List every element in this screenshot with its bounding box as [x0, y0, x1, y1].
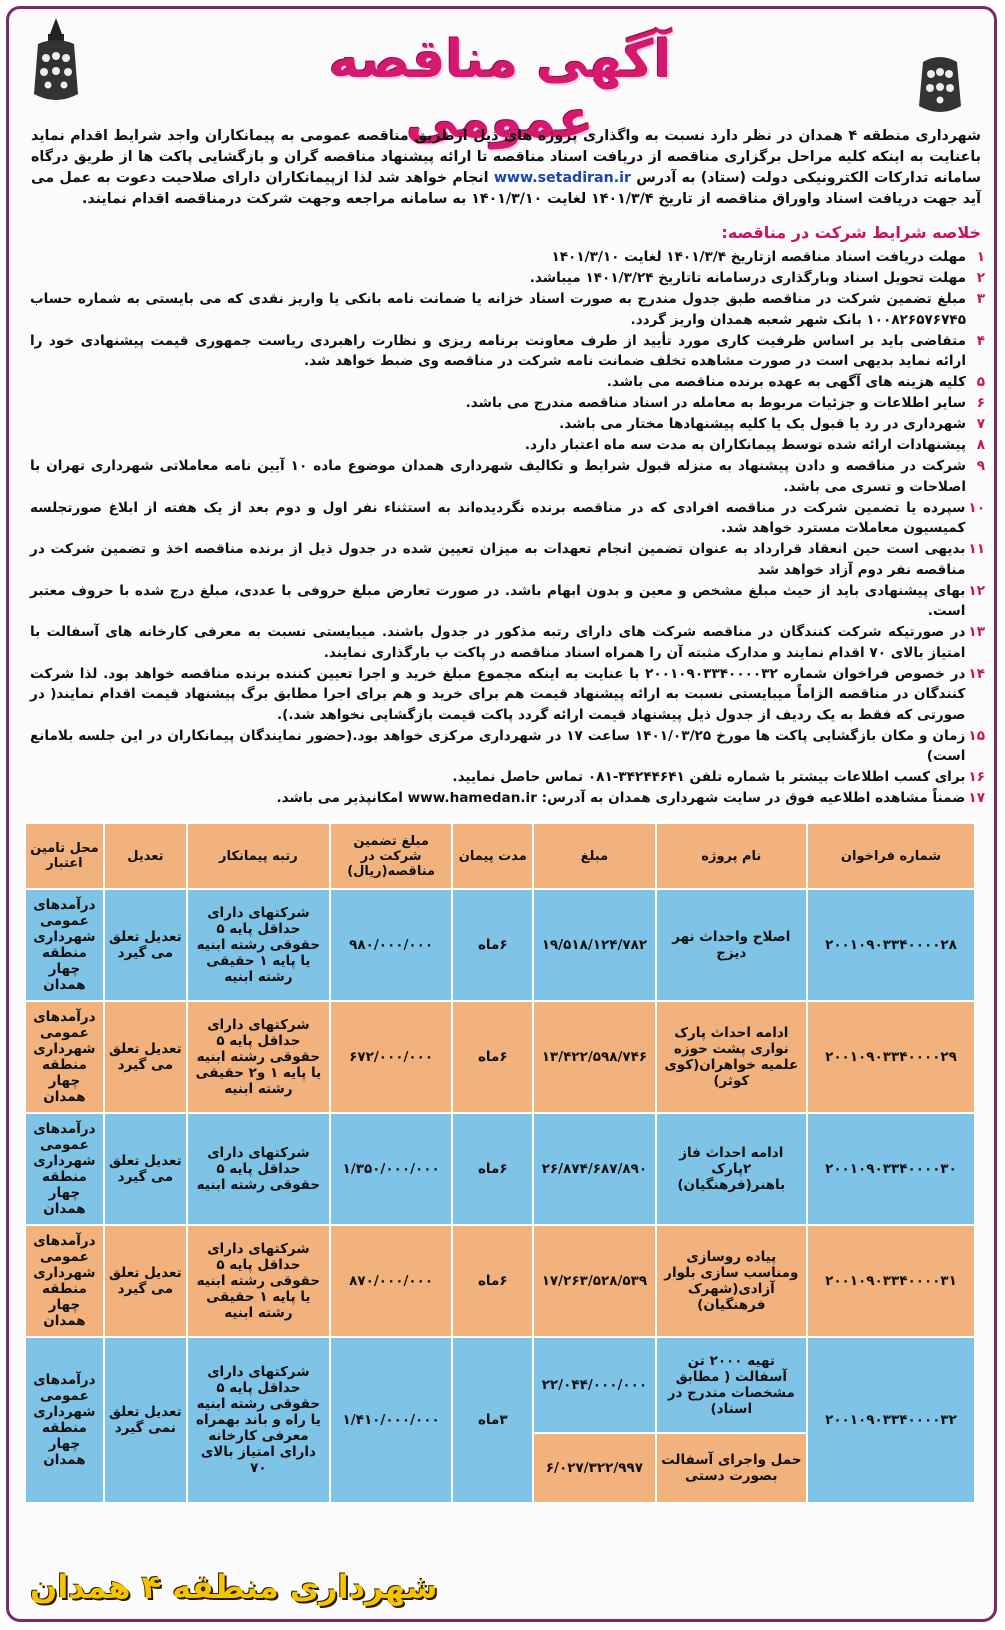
condition-item [30, 767, 985, 788]
conditions-list [30, 247, 985, 809]
setad-url-link[interactable]: www.setadiran.ir [493, 170, 631, 186]
guarantee-cell: ۱/۳۵۰/۰۰۰/۰۰۰ [330, 1113, 452, 1225]
condition-text: کلیه هزینه های آگهی به عهده برنده مناقصه می باشد. [606, 374, 966, 390]
condition-text: مهلت دریافت اسناد مناقصه ازتاریخ ۱۴۰۱/۳/۴ لغایت ۱۴۰۱/۳/۱۰ [551, 249, 966, 265]
condition-number: ۱ [976, 249, 985, 265]
condition-text: در صورتیکه شرکت کنندگان در مناقصه شرکت های دارای رتبه مذکور در جدول باشند. میبایستی نسبت به معرفی کارخانه های آسفالت با امتیاز بالای ۷۰ اقدام نمایند و مدارک مثبته آن را همراه اسناد مناقصه در پاکت ب بارگذاری نمایند. [30, 624, 966, 661]
hamedan-emblem-icon [28, 14, 84, 110]
funding-cell: درآمدهای عمومی شهرداری منطقه چهار همدان [25, 1225, 104, 1337]
condition-item [30, 581, 985, 622]
column-header: مبلغ [533, 823, 655, 889]
column-header: شماره فراخوان [807, 823, 975, 889]
condition-text: ضمناً مشاهده اطلاعیه فوق در سایت شهرداری همدان به آدرس: www.hamedan.ir امکانپذیر می باشد. [276, 790, 966, 806]
column-header: مبلغ تضمین شرکت در مناقصه(ریال) [330, 823, 452, 889]
condition-number: ۱۱ [968, 541, 985, 557]
condition-item [30, 435, 985, 456]
funding-cell: درآمدهای عمومی شهرداری منطقه چهار همدان [25, 1001, 104, 1113]
call-number-cell: ۲۰۰۱۰۹۰۳۳۴۰۰۰۰۲۹ [807, 1001, 975, 1113]
condition-item [30, 393, 985, 414]
guarantee-cell: ۶۷۲/۰۰۰/۰۰۰ [330, 1001, 452, 1113]
funding-cell: درآمدهای عمومی شهرداری منطقه چهار همدان [25, 1337, 104, 1503]
intro-text-1: شهرداری منطقه ۴ همدان در نظر دارد نسبت به واگذاری پروژه های ذیل ازطریق مناقصه عمومی به پیمانکاران واجد شرایط اقدام نماید باعنایت به اینکه کلیه مراحل برگزاری مناقصه از دریافت اسناد مناقصه تا ارائه پیشنهاد مناقصه گران و بازگشایی پاکت ها از طریق درگاه سامانه تدارکات الکترونیکی دولت (ستاد) به آدرس [31, 128, 981, 186]
funding-cell: درآمدهای عمومی شهرداری منطقه چهار همدان [25, 1113, 104, 1225]
project-name-cell: ادامه احداث پارک نواری پشت حوزه علمیه خواهران(کوی کوثر) [656, 1001, 807, 1113]
hamedan-emblem-icon [915, 48, 965, 120]
grade-cell: شرکتهای دارای حداقل پایه ۵ حقوقی رشته ابنیه [187, 1113, 330, 1225]
adjustment-cell: تعدیل تعلق می گیرد [104, 889, 187, 1001]
footer-municipality-name: شهرداری منطقه ۴ همدان [30, 1568, 438, 1606]
condition-number: ۳ [976, 291, 985, 307]
table-row [25, 1225, 975, 1337]
condition-item [30, 498, 985, 539]
amount-cell: ۶/۰۲۷/۳۲۲/۹۹۷ [533, 1433, 655, 1503]
condition-text: بدیهی است حین انعقاد قرارداد به عنوان تضمین انجام تعهدات به میزان تعیین شده در جدول ذیل از برنده مناقصه اخذ و تضمین شرکت در مناقصه نفر دوم آزاد خواهد شد [30, 541, 966, 578]
condition-item [30, 664, 985, 726]
amount-cell: ۱۳/۴۲۲/۵۹۸/۷۴۶ [533, 1001, 655, 1113]
project-name-cell: ادامه احداث فاز ۲پارک باهنر(فرهنگیان) [656, 1113, 807, 1225]
funding-cell: درآمدهای عمومی شهرداری منطقه چهار همدان [25, 889, 104, 1001]
condition-number: ۵ [976, 374, 985, 390]
column-header: مدت پیمان [452, 823, 533, 889]
condition-item [30, 289, 985, 330]
tender-table [24, 822, 976, 1504]
condition-number: ۱۶ [968, 769, 985, 785]
condition-item [30, 414, 985, 435]
table-row [25, 1113, 975, 1225]
column-header: رتبه پیمانکار [187, 823, 330, 889]
table-row [25, 889, 975, 1001]
condition-text: برای کسب اطلاعات بیشتر با شماره تلفن ۳۴۲۴۴۶۴۱-۰۸۱ تماس حاصل نمایید. [452, 769, 966, 785]
condition-number: ۷ [976, 416, 985, 432]
condition-number: ۱۵ [968, 727, 985, 744]
adjustment-cell: تعدیل تعلق نمی گیرد [104, 1337, 187, 1503]
column-header: نام پروژه [656, 823, 807, 889]
intro-paragraph [31, 126, 981, 210]
duration-cell: ۶ماه [452, 1113, 533, 1225]
condition-number: ۲ [976, 270, 985, 286]
table-header-row [25, 823, 975, 889]
condition-item [30, 456, 985, 497]
table-row [25, 1337, 975, 1433]
amount-cell: ۲۶/۸۷۴/۶۸۷/۸۹۰ [533, 1113, 655, 1225]
notice-title: آگهی مناقصه عمومی [328, 30, 672, 150]
project-name-cell: پیاده روسازی ومناسب سازی بلوار آزادی(شهرک فرهنگیان) [656, 1225, 807, 1337]
amount-cell: ۱۹/۵۱۸/۱۲۴/۷۸۲ [533, 889, 655, 1001]
grade-cell: شرکتهای دارای حداقل پایه ۵ حقوقی رشته ابنیه یا راه و باند بهمراه معرفی کارخانه دارای امتیاز بالای ۷۰ [187, 1337, 330, 1503]
guarantee-cell: ۸۷۰/۰۰۰/۰۰۰ [330, 1225, 452, 1337]
condition-item [30, 539, 985, 580]
grade-cell: شرکتهای دارای حداقل پایه ۵ حقوقی رشته ابنیه یا پایه ۱ حقیقی رشته ابنیه [187, 889, 330, 1001]
adjustment-cell: تعدیل تعلق می گیرد [104, 1113, 187, 1225]
amount-cell: ۱۷/۲۶۳/۵۲۸/۵۳۹ [533, 1225, 655, 1337]
guarantee-cell: ۱/۴۱۰/۰۰۰/۰۰۰ [330, 1337, 452, 1503]
call-number-cell: ۲۰۰۱۰۹۰۳۳۴۰۰۰۰۳۱ [807, 1225, 975, 1337]
condition-text: پیشنهادات ارائه شده توسط پیمانکاران به مدت سه ماه اعتبار دارد. [524, 437, 966, 453]
guarantee-cell: ۹۸۰/۰۰۰/۰۰۰ [330, 889, 452, 1001]
condition-item [30, 331, 985, 372]
condition-text: سپرده یا تضمین شرکت در مناقصه افرادی که در مناقصه برنده نگردیده‌اند به استثناء نفر اول و دوم بعد از یک هفته از ابلاغ صورتجلسه کمیسیون معاملات مسترد خواهد شد. [30, 499, 966, 536]
amount-cell: ۲۲/۰۴۴/۰۰۰/۰۰۰ [533, 1337, 655, 1433]
condition-number: ۸ [976, 437, 985, 453]
duration-cell: ۶ماه [452, 889, 533, 1001]
condition-number: ۱۷ [968, 790, 985, 806]
duration-cell: ۶ماه [452, 1225, 533, 1337]
condition-text: سایر اطلاعات و جزئیات مربوط به معامله در اسناد مناقصه مندرج می باشد. [465, 395, 966, 411]
project-name-cell: حمل واجرای آسفالت بصورت دستی [656, 1433, 807, 1503]
duration-cell: ۳ماه [452, 1337, 533, 1503]
condition-number: ۴ [976, 332, 985, 349]
adjustment-cell: تعدیل تعلق می گیرد [104, 1001, 187, 1113]
column-header: تعدیل [104, 823, 187, 889]
adjustment-cell: تعدیل تعلق می گیرد [104, 1225, 187, 1337]
table-row [25, 1001, 975, 1113]
condition-number: ۱۳ [968, 624, 985, 640]
condition-text: متقاضی باید بر اساس ظرفیت کاری مورد تأیید از طرف معاونت برنامه ریزی و نظارت راهبردی ریاست جمهوری قیمت پیشنهادی خود را ارائه نماید بدیهی است در صورت مشاهده تخلف ضمانت نامه شرکت در مناقصه وی ضبط خواهد شد. [30, 332, 966, 369]
condition-item [30, 622, 985, 663]
grade-cell: شرکتهای دارای حداقل پایه ۵ حقوقی رشته ابنیه یا پایه ۱ و۲ حقیقی رشته ابنیه [187, 1001, 330, 1113]
project-name-cell: تهیه ۲۰۰۰ تن آسفالت ( مطابق مشخصات مندرج در اسناد) [656, 1337, 807, 1433]
column-header: محل تامین اعتبار [25, 823, 104, 889]
condition-item [30, 726, 985, 767]
condition-item [30, 372, 985, 393]
condition-text: شهرداری در رد یا قبول یک یا کلیه پیشنهادها مختار می باشد. [559, 416, 966, 432]
condition-text: مبلغ تضمین شرکت در مناقصه طبق جدول مندرج به صورت اسناد خزانه یا ضمانت نامه بانکی یا واریز نقدی که می بایستی به شماره حساب ۱۰۰۸۲۶۵۷۶۷۴۵ بانک شهر شعبه همدان واریز گردد. [30, 291, 966, 328]
call-number-cell: ۲۰۰۱۰۹۰۳۳۴۰۰۰۰۳۰ [807, 1113, 975, 1225]
condition-number: ۹ [976, 458, 985, 474]
condition-item [30, 788, 985, 809]
condition-text: مهلت تحویل اسناد وبارگذاری درسامانه تاتاریخ ۱۴۰۱/۳/۲۴ میباشد. [529, 270, 966, 286]
duration-cell: ۶ماه [452, 1001, 533, 1113]
condition-number: ۱۲ [968, 582, 985, 599]
condition-item [30, 268, 985, 289]
condition-text: زمان و مکان بازگشایی پاکت ها مورخ ۱۴۰۱/۰۳/۲۵ ساعت ۱۷ در شهرداری مرکزی خواهد بود.(حضور نمایندگان پیمانکاران در این جلسه بلامانع است) [30, 727, 966, 764]
call-number-cell: ۲۰۰۱۰۹۰۳۳۴۰۰۰۰۳۲ [807, 1337, 975, 1503]
condition-number: ۱۰ [968, 499, 985, 516]
condition-item [30, 247, 985, 268]
condition-number: ۱۴ [968, 665, 985, 682]
project-name-cell: اصلاح واحداث نهر دیزج [656, 889, 807, 1001]
intro-text-2: انجام خواهد شد لذا ازپیمانکاران دارای صلاحیت دعوت به عمل می آید جهت دریافت اسناد واوراق مناقصه از تاریخ ۱۴۰۱/۳/۴ لغایت ۱۴۰۱/۳/۱۰ به سامانه مراجعه وجهت شرکت درمناقصه اقدام نمایند. [31, 170, 981, 207]
conditions-heading: خلاصه شرایط شرکت در مناقصه: [721, 223, 981, 242]
condition-text: بهای پیشنهادی باید از حیث مبلغ مشخص و معین و بدون ابهام باشد. در صورت تعارض مبلغ حروفی با عددی، مبلغ درج شده با حروف معتبر است. [30, 582, 966, 619]
condition-number: ۶ [976, 395, 985, 411]
grade-cell: شرکتهای دارای حداقل پایه ۵ حقوقی رشته ابنیه یا پایه ۱ حقیقی رشته ابنیه [187, 1225, 330, 1337]
call-number-cell: ۲۰۰۱۰۹۰۳۳۴۰۰۰۰۲۸ [807, 889, 975, 1001]
condition-text: در خصوص فراخوان شماره ۲۰۰۱۰۹۰۳۳۴۰۰۰۰۳۲ با عنایت به اینکه مجموع مبلغ خرید و اجرا تعیین کننده برنده مناقصه خواهد بود. لذا شرکت کنندگان در مناقصه الزاماً میبایستی نسبت به ارائه پیشنهاد قیمت هم برای خرید و هم برای اجرا مطابق برگ پیشنهاد قیمت اقدام نمایند( در صورتی که فقط به یک ردیف از جدول ذیل پیشنهاد قیمت ارائه گردد پاکت قیمت بازگشایی نخواهد شد.). [30, 665, 966, 723]
condition-text: شرکت در مناقصه و دادن پیشنهاد به منزله قبول شرایط و تکالیف شهرداری همدان موضوع ماده ۱۰ آیین نامه معاملاتی شهرداری تهران با اصلاحات و تسری می باشد. [30, 458, 967, 495]
